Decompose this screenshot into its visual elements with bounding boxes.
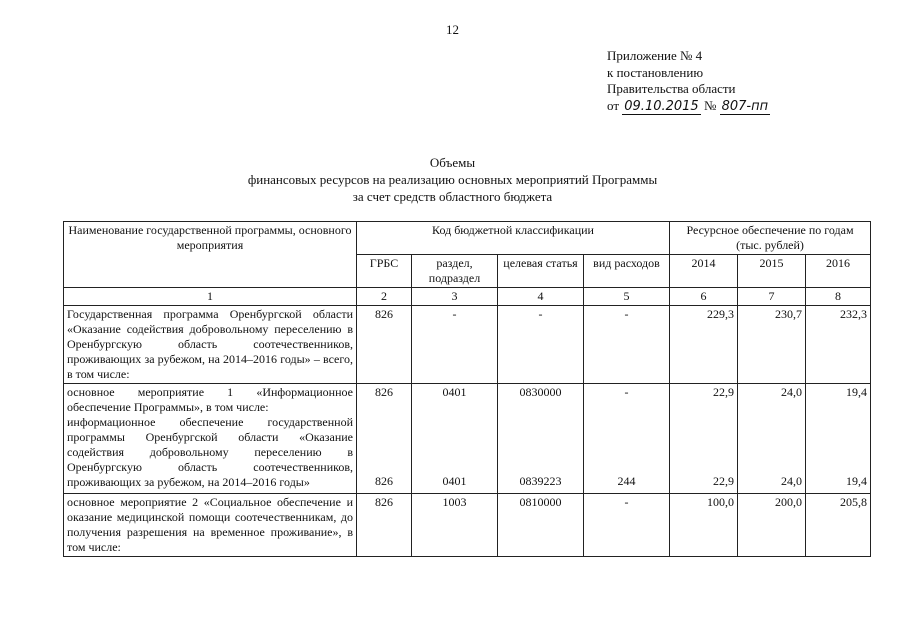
row-sub-2015: 24,0 [781,474,802,488]
row-target: - [498,306,584,384]
table-row [64,306,871,384]
header-row-1 [64,222,871,255]
row-grbs: 826 [357,494,412,557]
header-2015: 2015 [738,255,806,288]
row-2015-cell [738,384,806,494]
row-type: - [584,494,670,557]
col-number: 3 [412,288,498,306]
header-section: раздел, подраздел [412,255,498,288]
table-row [64,494,871,557]
row-type: - [624,385,629,399]
row-2015: 24,0 [781,385,802,399]
row-sub-2016: 19,4 [846,474,868,488]
decree-date: 09.10.2015 [624,98,699,114]
row-grbs: 826 [375,385,393,399]
row-sub-name: информационное обеспечение государственной программы Оренбургской области «Оказание содействия добровольному переселению в Оренбургскую область соотечественников, проживающих за рубежом, на 2014–2016 годы» [67,415,353,489]
from-label: от [607,97,620,113]
col-number: 1 [64,288,357,306]
finance-table [63,221,871,557]
header-resource: Ресурсное обеспечение по годам (тыс. рублей) [670,222,871,255]
appendix-line-2: к постановлению [607,64,704,80]
header-2014: 2014 [670,255,738,288]
number-label: № [703,97,717,113]
row-target: 0830000 [519,385,562,399]
row-2016-cell [806,384,871,494]
appendix-block [607,48,770,115]
row-section: 0401 [442,385,467,399]
document-title [0,154,905,205]
row-section: - [412,306,498,384]
column-number-row [64,288,871,306]
row-sub-type: 244 [617,474,636,488]
row-grbs: 826 [357,306,412,384]
col-number: 2 [357,288,412,306]
appendix-line-3: Правительства области [607,81,736,96]
header-type: вид расходов [584,255,670,288]
row-name-cell [64,384,357,494]
row-name: основное мероприятие 2 «Социальное обеспечение и оказание медицинской помощи соотечественникам, до получения разрешения на временное проживание», в том числе: [64,494,357,557]
row-2014-cell [670,384,738,494]
title-line-3: за счет средств областного бюджета [352,189,553,204]
col-number: 8 [806,288,871,306]
row-sub-section: 0401 [442,474,467,488]
row-name: Государственная программа Оренбургской области «Оказание содействия добровольному переселению в Оренбургскую область соотечественников, проживающих за рубежом, на 2014–2016 годы» – всего, в том числе: [64,306,357,384]
appendix-date-line [607,98,770,116]
col-number: 6 [670,288,738,306]
decree-number: 807-пп [721,98,769,114]
table-row [64,384,871,494]
row-2014: 100,0 [670,494,738,557]
row-sub-grbs: 826 [375,474,393,488]
row-2016: 205,8 [806,494,871,557]
row-target: 0810000 [498,494,584,557]
row-type-cell [584,384,670,494]
row-2016: 232,3 [806,306,871,384]
row-2014: 229,3 [670,306,738,384]
title-line-1: Объемы [429,155,476,170]
col-number: 4 [498,288,584,306]
row-sub-target: 0839223 [519,474,562,488]
header-target: целевая статья [498,255,584,288]
header-2016: 2016 [806,255,871,288]
page-number: 12 [446,22,459,37]
header-grbs: ГРБС [357,255,412,288]
row-type: - [584,306,670,384]
header-code: Код бюджетной классификации [357,222,670,255]
row-sub-2014: 22,9 [713,474,734,488]
row-target-cell [498,384,584,494]
row-section: 1003 [412,494,498,557]
col-number: 7 [738,288,806,306]
row-2015: 200,0 [738,494,806,557]
header-name: Наименование государственной программы, основного мероприятия [64,222,357,288]
row-section-cell [412,384,498,494]
col-number: 5 [584,288,670,306]
row-2015: 230,7 [738,306,806,384]
row-2016: 19,4 [846,385,868,399]
row-grbs-cell [357,384,412,494]
appendix-line-1: Приложение № 4 [607,48,703,63]
title-line-2: финансовых ресурсов на реализацию основных мероприятий Программы [247,172,658,187]
row-name: основное мероприятие 1 «Информационное обеспечение Программы», в том числе: [67,385,353,414]
row-2014: 22,9 [713,385,734,399]
